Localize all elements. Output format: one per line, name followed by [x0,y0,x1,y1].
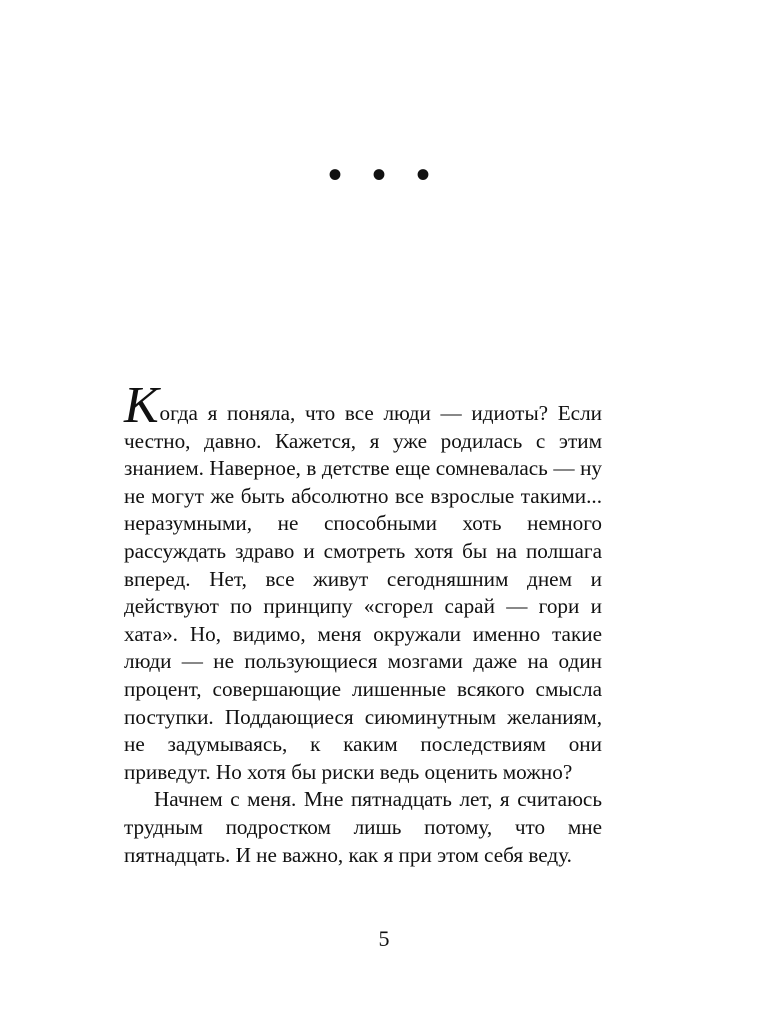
paragraph-first-text: огда я поняла, что все люди — идиоты? Если честно, давно. Кажется, я уже родилась с этим знанием. Наверное, в детстве еще сомневалась — ну не могут же быть абсолютно все взрослые такими... неразумными, не способными хоть немного рассуждать здраво и смотреть хотя бы на полшага вперед. Нет, все живут сегодняшним днем и действуют по принципу «сгорел сарай — гори и хата». Но, видимо, меня окружали именно такие люди — не пользующиеся мозгами даже на один процент, совершающие лишенные всякого смысла поступки. Поддающиеся сиюминутным желаниям, не задумываясь, к каким последствиям они приведут. Но хотя бы риски ведь оценить можно? [124,401,602,784]
body-text [124,377,602,869]
paragraph-second: Начнем с меня. Мне пятнадцать лет, я считаюсь трудным подростком лишь потому, что мне пятнадцать. И не важно, как я при этом себя веду. [124,787,602,867]
page-number: 5 [378,926,390,951]
drop-cap: К [124,377,159,434]
section-break-ornament: • • • [327,152,440,197]
paragraph-first [124,377,602,786]
